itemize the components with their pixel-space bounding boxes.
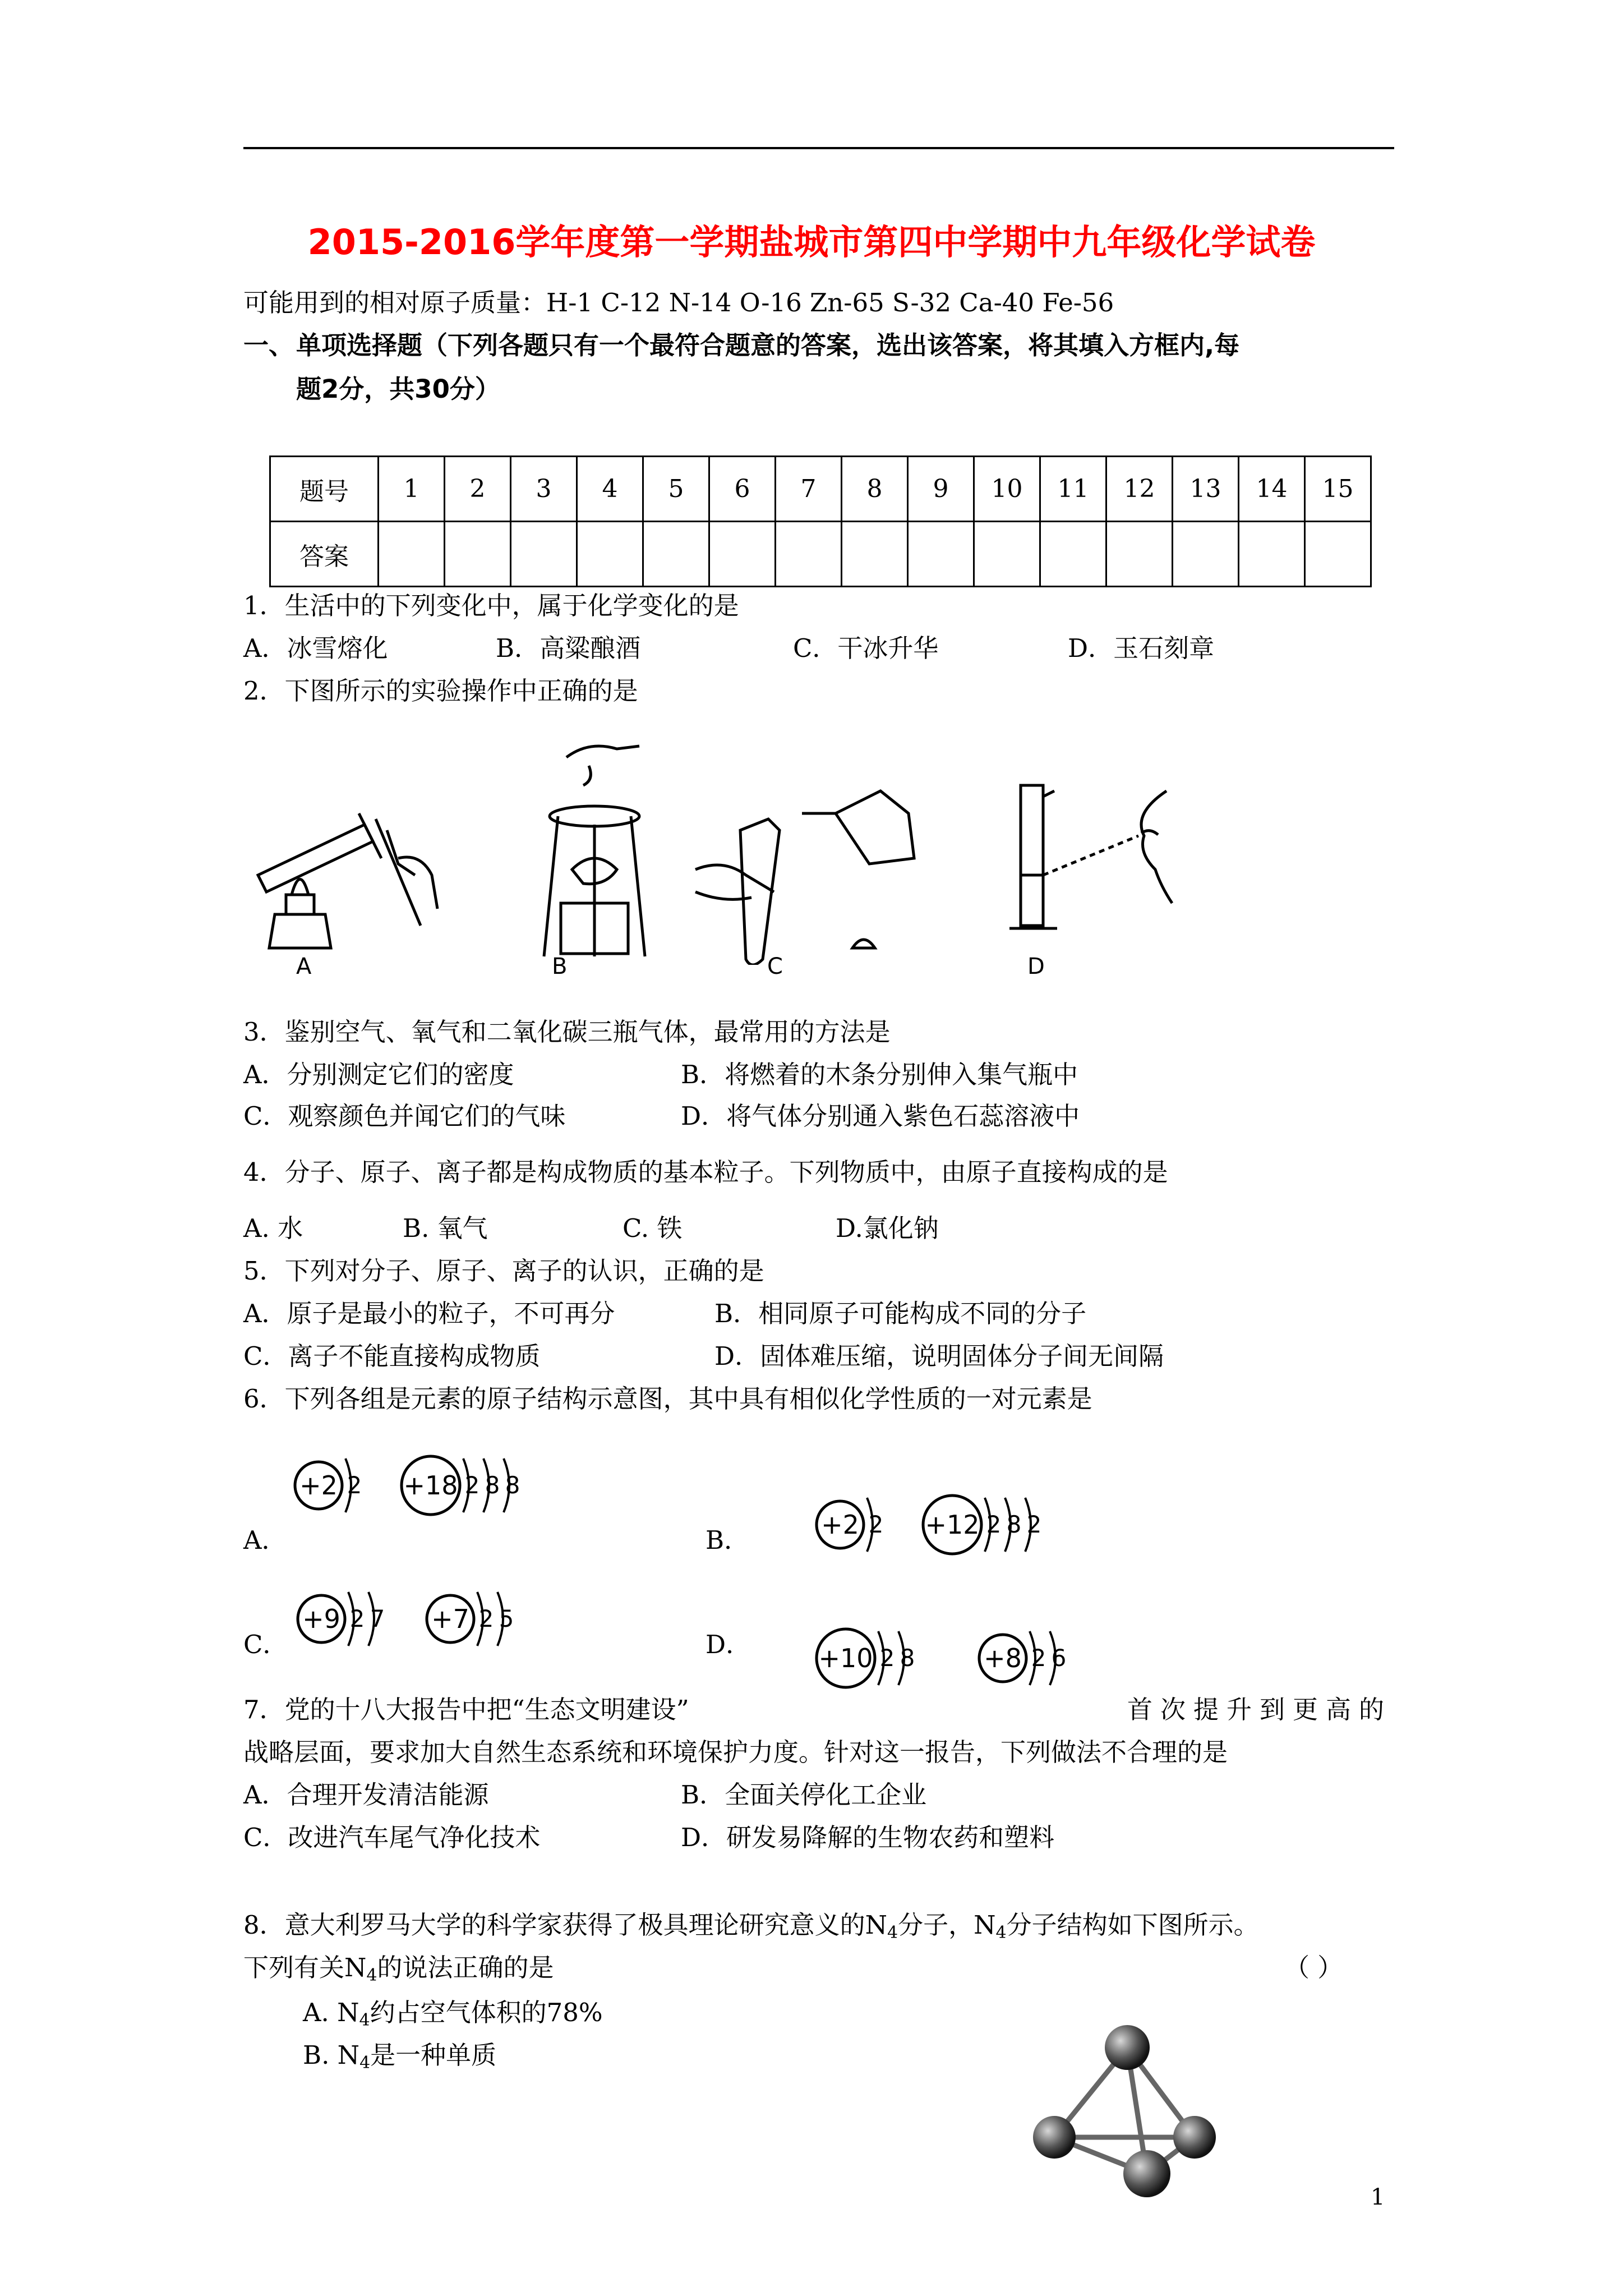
table-cell-number: 4 [577, 457, 643, 522]
answer-table-answer-row [270, 522, 1371, 587]
table-cell-number: 2 [445, 457, 511, 522]
section-heading-line2: 题2分，共30分） [296, 374, 500, 404]
answer-cell[interactable] [1173, 522, 1239, 587]
q3-option-c: C．观察颜色并闻它们的气味 [243, 1101, 566, 1131]
answer-cell[interactable] [379, 522, 445, 587]
q8-subscript: 4 [366, 1966, 377, 1985]
answer-cell[interactable] [445, 522, 511, 587]
electron-count: 8 [900, 1644, 915, 1672]
table-cell-number: 13 [1173, 457, 1239, 522]
question-2-stem: 2．下图所示的实验操作中正确的是 [243, 676, 638, 706]
figure-label-b: B [552, 954, 568, 979]
question-1-stem: 1．生活中的下列变化中，属于化学变化的是 [243, 591, 739, 620]
q4-option-c: C. 铁 [623, 1213, 683, 1243]
electron-count: 2 [1031, 1644, 1046, 1672]
q4-option-b: B. 氧气 [403, 1213, 488, 1243]
nucleus-charge: +2 [821, 1510, 859, 1540]
table-header-answer: 答案 [270, 522, 379, 587]
table-cell-number: 15 [1305, 457, 1371, 522]
figure-label-c: C [767, 954, 783, 979]
electron-count: 2 [986, 1511, 1002, 1538]
answer-table [269, 455, 1372, 587]
table-cell-number: 3 [511, 457, 577, 522]
q8-option-b-post: 是一种单质 [370, 2040, 497, 2070]
q5-option-b: B．相同原子可能构成不同的分子 [714, 1299, 1087, 1328]
table-cell-number: 7 [776, 457, 842, 522]
n4-molecule-figure [1021, 2019, 1228, 2205]
page-number: 1 [1371, 2184, 1385, 2210]
table-cell-number: 12 [1106, 457, 1173, 522]
answer-cell[interactable] [1106, 522, 1173, 587]
q6-option-b: B． [706, 1525, 750, 1555]
electron-count: 2 [478, 1605, 494, 1632]
q7-option-d: D．研发易降解的生物农药和塑料 [681, 1823, 1055, 1852]
q7-option-b: B．全面关停化工企业 [681, 1780, 927, 1810]
lab-figure-c-pouring-liquid [690, 780, 937, 965]
q7-option-c: C．改进汽车尾气净化技术 [243, 1823, 541, 1852]
q8-option-a-pre: A. N [303, 1998, 359, 2027]
atom-diagram-a2 [398, 1447, 561, 1526]
q4-option-d: D.氯化钠 [836, 1213, 939, 1243]
answer-cell[interactable] [1305, 522, 1371, 587]
q3-option-b: B．将燃着的木条分别伸入集气瓶中 [681, 1060, 1078, 1089]
electron-count: 5 [499, 1605, 514, 1632]
electron-count: 2 [347, 1471, 362, 1499]
answer-cell[interactable] [1040, 522, 1106, 587]
answer-cell[interactable] [908, 522, 974, 587]
question-5-stem: 5．下列对分子、原子、离子的认识，正确的是 [243, 1256, 764, 1286]
section-heading-line1: 单项选择题（下列各题只有一个最符合题意的答案，选出该答案，将其填入方框内,每 [296, 330, 1240, 360]
nitrogen-atom [1105, 2025, 1150, 2070]
q3-option-a: A．分别测定它们的密度 [243, 1060, 514, 1089]
lab-figure-d-reading-cylinder [1004, 774, 1228, 942]
q8-option-a [303, 1997, 603, 2028]
nucleus-charge: +10 [818, 1643, 873, 1673]
atom-diagram-c1 [294, 1581, 407, 1659]
q1-option-a: A．冰雪熔化 [243, 633, 388, 663]
nitrogen-atom [1033, 2116, 1076, 2159]
question-4-stem: 4．分子、原子、离子都是构成物质的基本粒子。下列物质中，由原子直接构成的是 [243, 1157, 1168, 1187]
answer-cell[interactable] [974, 522, 1040, 587]
atom-diagram-b2 [920, 1487, 1082, 1565]
lab-figure-a-heating-test-tube [252, 763, 454, 965]
nucleus-charge: +2 [299, 1470, 338, 1501]
q5-option-a: A．原子是最小的粒子，不可再分 [243, 1299, 615, 1328]
q8-line2-pre: 下列有关N [243, 1953, 367, 1982]
lab-figure-b-tripod-evaporation [505, 735, 690, 965]
answer-cell[interactable] [577, 522, 643, 587]
section-number: 一、 [243, 330, 294, 360]
answer-cell[interactable] [776, 522, 842, 587]
figure-label-a: A [296, 954, 312, 979]
q8-subscript: 4 [995, 1923, 1007, 1943]
question-7-stem-line2: 战略层面，要求加大自然生态系统和环境保护力度。针对这一报告，下列做法不合理的是 [243, 1737, 1228, 1767]
nucleus-charge: +7 [431, 1604, 469, 1634]
atom-diagram-a1 [292, 1447, 370, 1526]
q6-option-d: D． [706, 1630, 751, 1659]
answer-cell[interactable] [511, 522, 577, 587]
figure-label-d: D [1027, 954, 1045, 979]
q8-stem-mid: 分子，N [898, 1910, 996, 1940]
q1-option-b: B．高粱酿酒 [496, 633, 641, 663]
electron-count: 2 [868, 1511, 884, 1538]
q5-option-c: C．离子不能直接构成物质 [243, 1341, 541, 1371]
table-cell-number: 10 [974, 457, 1040, 522]
electron-count: 2 [464, 1471, 480, 1499]
table-cell-number: 1 [379, 457, 445, 522]
table-cell-number: 5 [643, 457, 709, 522]
q7-option-a: A．合理开发清洁能源 [243, 1780, 489, 1810]
header-rule [243, 147, 1394, 149]
nitrogen-atom [1123, 2150, 1170, 2197]
q8-subscript: 4 [887, 1923, 898, 1943]
atom-diagram-c2 [423, 1581, 536, 1659]
nucleus-charge: +18 [403, 1470, 458, 1501]
q8-stem-pre: 8．意大利罗马大学的科学家获得了极具理论研究意义的N [243, 1910, 888, 1940]
page-title: 2015-2016学年度第一学期盐城市第四中学期中九年级化学试卷 [307, 222, 1316, 263]
electron-count: 6 [1051, 1644, 1067, 1672]
atom-diagram-d2 [976, 1620, 1099, 1699]
nucleus-charge: +12 [925, 1510, 980, 1540]
atomic-masses: 可能用到的相对原子质量：H-1 C-12 N-14 O-16 Zn-65 S-32 Ca-40 Fe-56 [243, 288, 1114, 318]
table-cell-number: 8 [842, 457, 908, 522]
atom-diagram-b1 [813, 1487, 892, 1565]
electron-count: 8 [1006, 1511, 1022, 1538]
q8-answer-bracket: （ ） [1284, 1953, 1343, 1982]
q6-option-a: A． [243, 1525, 287, 1555]
electron-count: 8 [485, 1471, 500, 1499]
q8-option-b [303, 2040, 496, 2071]
question-7-stem-part2: 首次提升到更高的 [1127, 1695, 1393, 1724]
q8-subscript: 4 [359, 2010, 370, 2030]
question-3-stem: 3．鉴别空气、氧气和二氧化碳三瓶气体，最常用的方法是 [243, 1017, 891, 1047]
q1-option-d: D．玉石刻章 [1068, 633, 1215, 663]
answer-table-number-row [270, 457, 1371, 522]
answer-cell[interactable] [643, 522, 709, 587]
q8-line2-post: 的说法正确的是 [377, 1953, 554, 1982]
q6-option-c: C． [243, 1630, 288, 1659]
electron-count: 2 [1026, 1511, 1042, 1538]
answer-cell[interactable] [709, 522, 776, 587]
electron-count: 7 [370, 1605, 385, 1632]
answer-cell[interactable] [842, 522, 908, 587]
q5-option-d: D．固体难压缩，说明固体分子间无间隔 [714, 1341, 1164, 1371]
table-cell-number: 6 [709, 457, 776, 522]
table-cell-number: 11 [1040, 457, 1106, 522]
table-header-number: 题号 [270, 457, 379, 522]
question-6-stem: 6．下列各组是元素的原子结构示意图，其中具有相似化学性质的一对元素是 [243, 1384, 1092, 1414]
electron-count: 2 [879, 1644, 895, 1672]
nucleus-charge: +8 [984, 1643, 1022, 1673]
question-8-stem-line2 [243, 1952, 554, 1984]
table-cell-number: 14 [1239, 457, 1305, 522]
q1-option-c: C．干冰升华 [793, 633, 939, 663]
table-cell-number: 9 [908, 457, 974, 522]
q3-option-d: D．将气体分别通入紫色石蕊溶液中 [681, 1101, 1080, 1131]
q4-option-a: A. 水 [243, 1213, 303, 1243]
nitrogen-atom [1173, 2116, 1216, 2159]
electron-count: 8 [505, 1471, 520, 1499]
question-8-stem [243, 1910, 1259, 1941]
atom-diagram-d1 [813, 1620, 948, 1699]
question-7-stem-part1: 7．党的十八大报告中把“生态文明建设” [243, 1695, 689, 1724]
nucleus-charge: +9 [302, 1604, 340, 1634]
q8-option-a-post: 约占空气体积的78% [370, 1998, 603, 2027]
q8-option-b-pre: B. N [303, 2040, 360, 2070]
q8-stem-post: 分子结构如下图所示。 [1006, 1910, 1259, 1940]
electron-count: 2 [349, 1605, 365, 1632]
q8-subscript: 4 [359, 2053, 371, 2073]
answer-cell[interactable] [1239, 522, 1305, 587]
